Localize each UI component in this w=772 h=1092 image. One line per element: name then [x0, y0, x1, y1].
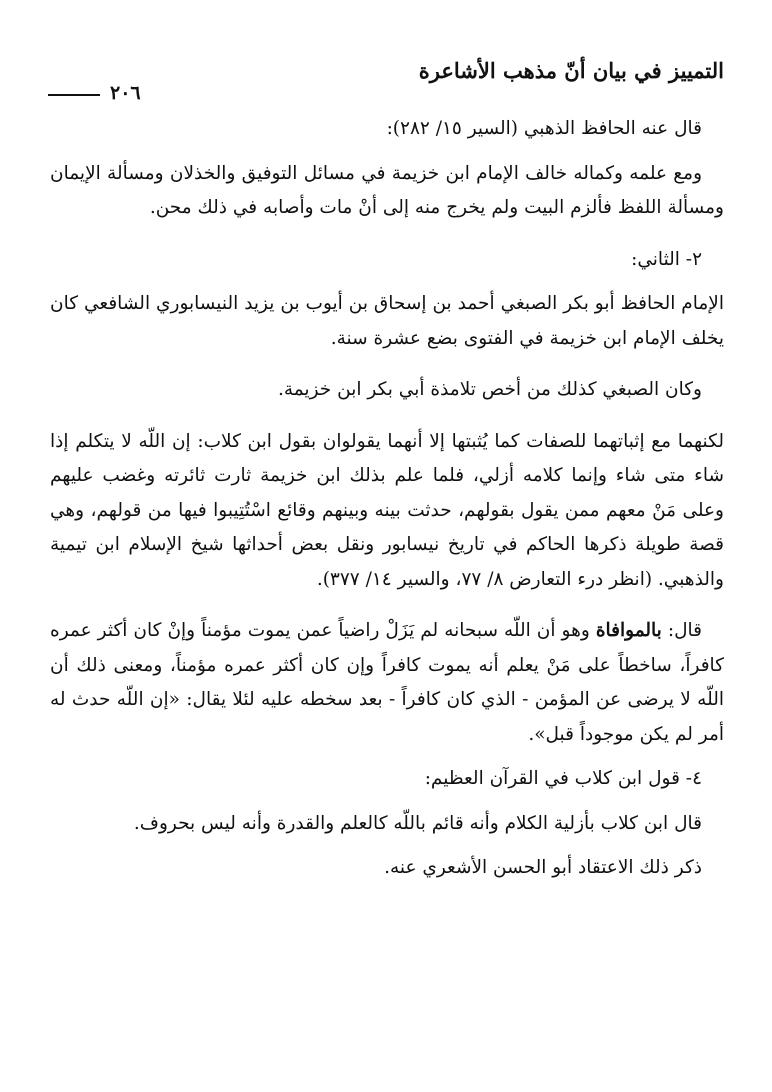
paragraph-sibghi-student: وكان الصبغي كذلك من أخص تلامذة أبي بكر ابن خزيمة. [277, 379, 702, 400]
muwafat-term: بالموافاة [595, 620, 662, 641]
paragraph-quran-eternal: قال ابن كلاب بأزلية الكلام وأنه قائم باللّه كالعلم والقدرة وأنه ليس بحروف. [133, 812, 702, 834]
running-title: التمييز في بيان أنّ مذهب الأشاعرة [418, 58, 724, 83]
page-number: ٢٠٦ [110, 82, 141, 104]
paragraph-muwafat [50, 614, 724, 752]
body-text [50, 112, 724, 903]
page-header [48, 52, 724, 104]
paragraph-heading-second: ٢- الثاني: [631, 248, 702, 270]
header-rule [48, 94, 100, 96]
paragraph-quote-intro: قال عنه الحافظ الذهبي (السير ١٥/ ٢٨٢): [386, 118, 702, 139]
muwafat-prefix: قال: [667, 620, 703, 641]
paragraph-heading-fourth: ٤- قول ابن كلاب في القرآن العظيم: [424, 768, 702, 789]
paragraph-ibn-kullab-view: لكنهما مع إثباتهما للصفات كما يُثبتها إلا أنهما يقولوان بقول ابن كلاب: إن اللّه لا يتكلم إذا شاء متى شاء وإنما كلامه أزلي، فلما علم بذلك ابن خزيمة ثارت ثائرته وغضب عليهم وعلى مَنْ معهم ممن يقول بقولهم، حدثت بينه وبينهم وقائع اسْتُتِيبوا فيها من قولهم، وهي قصة طويلة ذكرها الحاكم في تاريخ نيسابور ونقل بعض أحداثها شيخ الإسلام ابن تيمية والذهبي. (انظر درء التعارض ٨/ ٧٧، والسير ١٤/ ٣٧٧). [50, 430, 724, 590]
paragraph-quote: ومع علمه وكماله خالف الإمام ابن خزيمة في مسائل التوفيق والخذلان ومسألة الإيمان ومسألة اللفظ فألزم البيت ولم يخرج منه إلى أنْ مات وأصابه في ذلك محن. [50, 162, 724, 218]
paragraph-ashari-source: ذكر ذلك الاعتقاد أبو الحسن الأشعري عنه. [384, 857, 702, 878]
paragraph-sibghi-bio: الإمام الحافظ أبو بكر الصبغي أحمد بن إسحاق بن أيوب بن يزيد النيسابوري الشافعي كان يخلف الإمام ابن خزيمة في الفتوى بضع عشرة سنة. [50, 293, 724, 349]
muwafat-text: وهو أن اللّه سبحانه لم يَزَلْ راضياً عمن يموت مؤمناً وإنْ كان أكثر عمره كافراً، ساخطاً على مَنْ يعلم أنه يموت كافراً وإن كان أكثر عمره مؤمناً، ومعنى ذلك أن اللّه لا يرضى عن المؤمن - الذي كان كافراً - بعد سخطه عليه لئلا يقال: «إن اللّه حدث له أمر لم يكن موجوداً قبل». [50, 620, 724, 745]
